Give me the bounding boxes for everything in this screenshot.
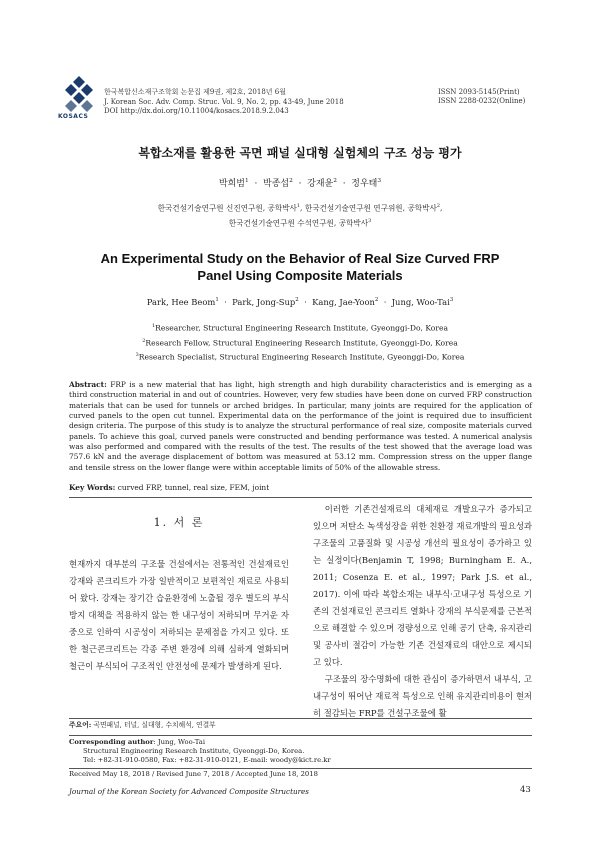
footnote-divider-2 [69, 735, 532, 736]
affiliation-2: $^2$Research Fellow, Structural Engineering Research Institute, Gyeonggi-Do, Korea [142, 337, 458, 348]
author-en-2: Park, Jong-Sup$^2$ [232, 297, 299, 307]
title-english: An Experimental Study on the Behavior of Real Size Curved FRP Panel Using Composite Materials [100, 251, 500, 283]
kosacs-logo-icon [62, 74, 96, 116]
page-number: 43 [520, 785, 531, 795]
abstract-label: Abstract: [69, 380, 107, 389]
journal-name-en: J. Korean Soc. Adv. Comp. Struc. Vol. 9, No. 2, pp. 43-49, June 2018 [104, 97, 344, 106]
footnote-divider-3 [69, 768, 532, 769]
author-en-4: Jung, Woo-Tai$^3$ [391, 297, 454, 307]
received-dates: Received May 18, 2018 / Revised June 7, 2018 / Accepted June 18, 2018 [69, 770, 318, 778]
affiliations-korean: 한국건설기술연구원 신진연구원, 공학박사$^1$, 한국건설기술연구원 연구위원, 공학박사$^2$, 한국건설기술연구원 수석연구원, 공학박사$^3$ [157, 203, 443, 228]
journal-name-ko: 한국복합신소재구조학회 논문집 제9권, 제2호, 2018년 6월 [104, 88, 286, 96]
keywords-label: Key Words: [69, 483, 116, 492]
author-ko-2: 박종섭$^2$ [263, 178, 293, 189]
footer-journal-name: Journal of the Korean Society for Advanced Composite Structures [69, 787, 309, 796]
affiliation-1: $^1$Researcher, Structural Engineering Research Institute, Gyeonggi-Do, Korea [151, 323, 449, 333]
logo-label: KOSACS [58, 113, 89, 120]
author-ko-4: 정우태$^3$ [351, 178, 382, 189]
paragraph-right-2: 구조물의 장수명화에 대한 관심이 증가하면서 내부식, 고내구성이 뛰어난 재료적 특성으로 인해 유지관리비용이 현저히 절감되는 FRP를 건설구조물에 활 [313, 674, 532, 718]
doi-link[interactable]: DOI http://dx.doi.org/10.11004/kosacs.2018.9.2.043 [104, 107, 289, 115]
affiliation-3: $^3$Research Specialist, Structural Engineering Research Institute, Gyeonggi-Do, Korea [135, 352, 465, 362]
paragraph-right-1: 이러한 기존건설재료의 대체재료 개발요구가 증가되고 있으며 저탄소 녹색성장을 위한 친환경 재료개발의 필요성과 구조물의 고품질화 및 시공성 개선의 필요성이 증가하고 있는 실정이다(Benjamin T, 1998; Burningham E. A., 2011; Cosenza E. et al., 1997; Park J.S. et al., 2017). 이에 따라 복합소재는 내부식·고내구성 특성으로 기존의 건설재료인 콘크리트 열화나 강재의 부식문제를 근본적으로 해결할 수 있으며 경량성으로 인해 공기 단축, 유지관리 및 공사비 절감이 가능한 기존 건설재료의 대안으로 제시되고 있다. [313, 504, 532, 667]
corresponding-author: Corresponding author: Jung, Woo-Tai Structural Engineering Research Institute, Gyeonggi-Do, Korea. Tel: +82-31-910-0580, Fax: +82-31-910-0121, E-mail: woody@kict.re.kr [69, 738, 331, 765]
author-ko-1: 박희범$^1$ [218, 178, 249, 189]
affiliations-english [0, 320, 600, 364]
section-heading-introduction: 1. 서 론 [153, 516, 205, 529]
issn-block [438, 88, 525, 106]
author-en-1: Park, Hee Beom$^1$ [146, 297, 219, 307]
body-column-right [313, 501, 532, 722]
keywords-korean: 주요어: 곡면패널, 터널, 실대형, 수치해석, 연결부 [69, 721, 216, 729]
keywords [69, 483, 532, 492]
keywords-text: curved FRP, tunnel, real size, FEM, joint [117, 483, 270, 492]
abstract [69, 380, 532, 473]
body-column-left: 현재까지 대부분의 구조물 건설에서는 전통적인 건설재료인 강재와 콘크리트가 가장 일반적이고 보편적인 재료로 사용되어 왔다. 강재는 장기간 습윤환경에 노출될 경우 별도의 부식방지 대책을 적용하지 않는 한 내구성이 저하되며 무거운 자중으로 인하여 시공성이 저하되는 문제점을 가지고 있다. 또한 철근콘크리트는 각종 주변 환경에 의해 심하게 열화되며 철근이 부식되어 구조적인 안전성에 문제가 발생하게 된다. [69, 559, 289, 671]
authors-korean: 박희범$^1$ · 박종섭$^2$ · 강재윤$^2$ · 정우태$^3$ [218, 178, 382, 189]
author-ko-3: 강재윤$^2$ [307, 178, 337, 189]
title-korean: 복합소재를 활용한 곡면 패널 실대형 실험체의 구조 성능 평가 [138, 146, 462, 160]
issn-online: ISSN 2288-0232(Online) [438, 97, 526, 105]
author-en-3: Kang, Jae-Yoon$^2$ [312, 297, 379, 307]
footnote-divider [69, 718, 532, 719]
abstract-divider [69, 497, 532, 498]
journal-header [104, 88, 344, 117]
abstract-text: FRP is a new material that has light, high strength and high durability characteristics and is emerging as a third construction material in and out of countries. However, very few studies have been done on curved FRP construction materials that can be used for tunnels or arched bridges. In particular, many joints are required for the application of curved panels to the open cut tunnel. Experimental data on the performance of the joint is required due to insufficient design criteria. The purpose of this study is to analyze the structural performance of real size, composite materials curved panels. To achieve this goal, curved panels were constructed and bending performance was tested. A numerical analysis was also performed and compared with the results of the test. The results of the test showed that the average load was 757.6 kN and the average displacement of bottom was measured at 53.12 mm. Compression stress on the upper flange and tensile stress on the lower flange were within acceptable limits of 50% of the allowable stress. [69, 380, 532, 472]
issn-print: ISSN 2093-5145(Print) [438, 88, 520, 96]
authors-english: Park, Hee Beom$^1$ · Park, Jong-Sup$^2$ · Kang, Jae-Yoon$^2$ · Jung, Woo-Tai$^3$ [146, 297, 454, 307]
